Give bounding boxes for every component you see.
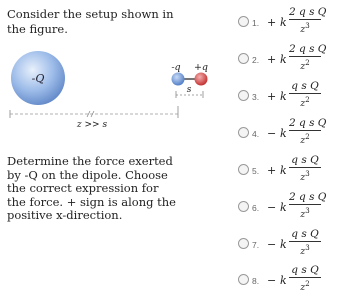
- option-number: 1.: [252, 18, 260, 28]
- option-number: 6.: [252, 203, 260, 213]
- fraction-denominator: $z^3$: [300, 22, 310, 36]
- option-4[interactable]: [238, 117, 350, 149]
- option-k: k: [280, 164, 287, 177]
- option-1[interactable]: [238, 6, 350, 38]
- option-fraction: [289, 6, 327, 36]
- fraction-denominator: $z^3$: [300, 207, 310, 221]
- option-number: 7.: [252, 240, 260, 250]
- option-number: 3.: [252, 92, 260, 102]
- fraction-denominator: $z^2$: [300, 96, 310, 110]
- option-sign: +: [267, 90, 277, 103]
- option-fraction: [289, 117, 327, 147]
- option-sign: −: [267, 201, 277, 214]
- radio-button[interactable]: [238, 274, 249, 285]
- radio-button[interactable]: [238, 127, 249, 138]
- option-k: k: [280, 16, 287, 29]
- dipole-positive-charge: [195, 73, 208, 86]
- fraction-numerator: q s Q: [291, 264, 319, 276]
- answer-options: [238, 0, 350, 305]
- fraction-numerator: q s Q: [291, 154, 319, 166]
- radio-button[interactable]: [238, 238, 249, 249]
- option-sign: +: [267, 53, 277, 66]
- radio-button[interactable]: [238, 201, 249, 212]
- option-fraction: [289, 81, 321, 109]
- option-sign: −: [267, 238, 277, 251]
- dipole-negative-charge: [172, 73, 185, 86]
- setup-figure: [0, 0, 238, 150]
- option-6[interactable]: [238, 191, 350, 223]
- option-sign: −: [267, 127, 277, 140]
- fraction-denominator: $z^2$: [300, 59, 310, 73]
- fraction-numerator: 2 q s Q: [289, 191, 327, 203]
- fraction-denominator: $z^3$: [300, 170, 310, 184]
- option-sign: −: [267, 274, 277, 287]
- option-5[interactable]: [238, 154, 350, 186]
- question-intro: Consider the setup shown in the figure.: [7, 7, 174, 36]
- fraction-numerator: q s Q: [291, 80, 319, 92]
- fraction-numerator: q s Q: [291, 228, 319, 240]
- fraction-numerator: 2 q s Q: [289, 6, 327, 18]
- option-number: 8.: [252, 276, 260, 286]
- option-fraction: [289, 229, 321, 257]
- option-number: 5.: [252, 166, 260, 176]
- option-k: k: [280, 90, 287, 103]
- option-3[interactable]: [238, 80, 350, 112]
- radio-button[interactable]: [238, 16, 249, 27]
- distance-z-label: z >> s: [76, 120, 108, 130]
- option-number: 2.: [252, 55, 260, 65]
- option-fraction: [289, 191, 327, 221]
- fraction-denominator: $z^3$: [300, 244, 310, 258]
- option-fraction: [289, 155, 321, 183]
- option-number: 4.: [252, 129, 260, 139]
- option-k: k: [280, 238, 287, 251]
- option-sign: +: [267, 16, 277, 29]
- fraction-numerator: 2 q s Q: [289, 117, 327, 129]
- fraction-numerator: 2 q s Q: [289, 43, 327, 55]
- option-k: k: [280, 201, 287, 214]
- option-sign: +: [267, 164, 277, 177]
- charge-minus-Q-label: -Q: [31, 72, 45, 85]
- option-8[interactable]: [238, 264, 350, 296]
- dipole-pos-label: +q: [193, 62, 209, 73]
- radio-button[interactable]: [238, 53, 249, 64]
- option-2[interactable]: [238, 43, 350, 75]
- option-7[interactable]: [238, 228, 350, 260]
- option-fraction: [289, 265, 321, 293]
- question-prompt: Determine the force exerted by -Q on the dipole. Choose the correct expression for the force. + sign is along the positive x-direction.: [7, 154, 176, 222]
- fraction-denominator: $z^2$: [300, 133, 310, 147]
- radio-button[interactable]: [238, 164, 249, 175]
- radio-button[interactable]: [238, 90, 249, 101]
- fraction-denominator: $z^2$: [300, 280, 310, 294]
- dipole-neg-label: -q: [171, 62, 181, 73]
- option-k: k: [280, 127, 287, 140]
- option-fraction: [289, 43, 327, 73]
- separation-s-label: s: [186, 85, 192, 95]
- option-k: k: [280, 53, 287, 66]
- option-k: k: [280, 274, 287, 287]
